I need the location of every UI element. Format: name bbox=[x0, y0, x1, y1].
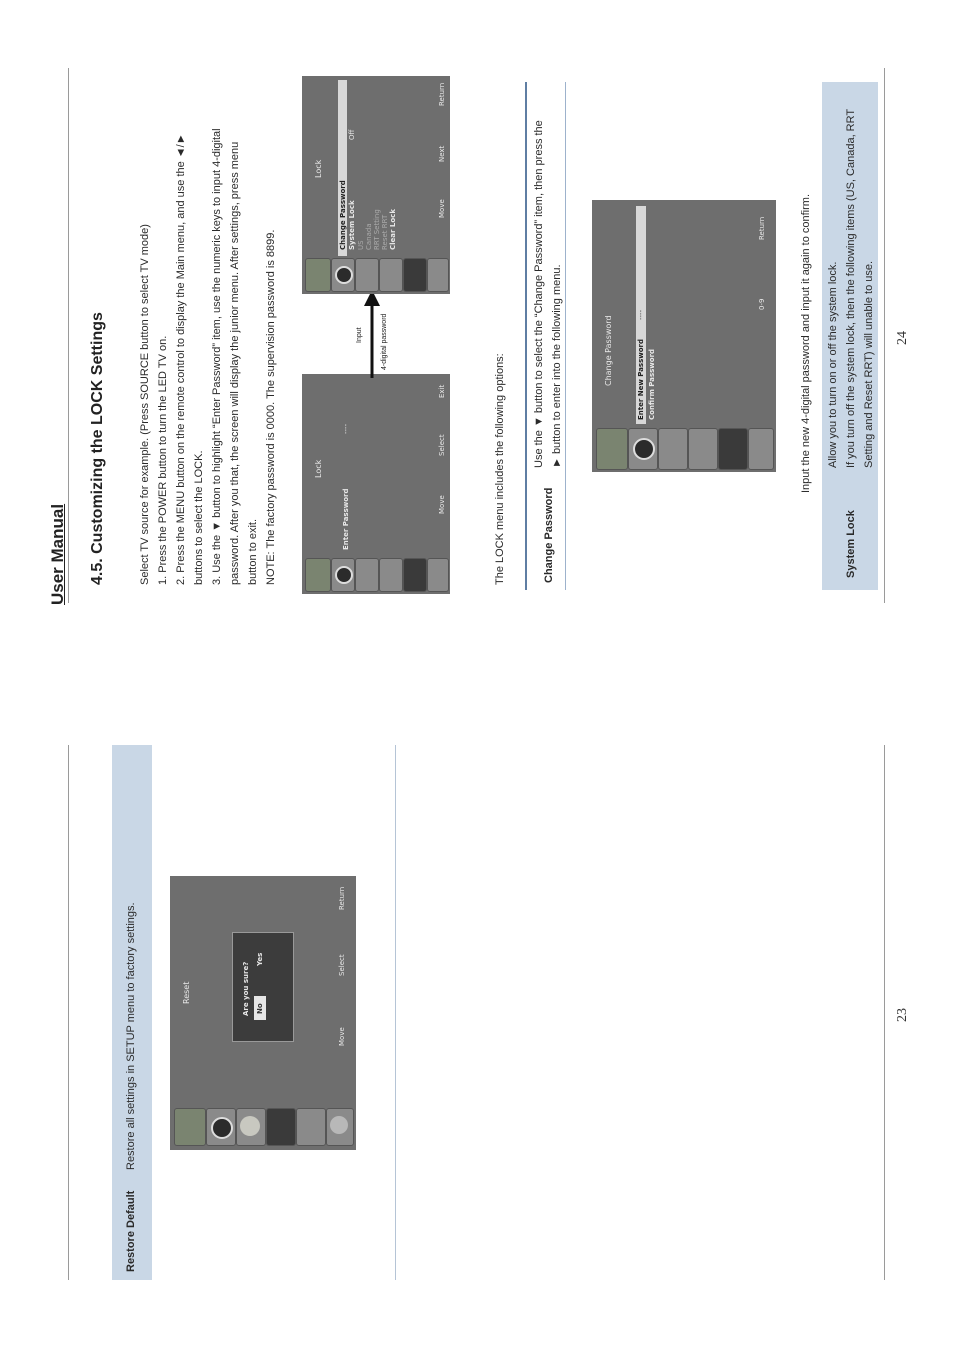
change-password-screen bbox=[592, 200, 776, 472]
lock-icon bbox=[403, 258, 427, 292]
globe-icon bbox=[427, 558, 449, 592]
lock-screen-menu bbox=[302, 76, 450, 294]
change-password-item[interactable]: Change Password bbox=[339, 180, 347, 250]
reset-rrt-item[interactable]: Reset RRT bbox=[381, 214, 389, 250]
speaker-circle-icon bbox=[335, 566, 353, 584]
hint-move: Move bbox=[438, 199, 446, 218]
hint-exit: Exit bbox=[438, 384, 446, 398]
clock-icon bbox=[355, 258, 379, 292]
globe-icon bbox=[748, 428, 774, 470]
tv-icon bbox=[305, 558, 331, 592]
speaker-circle-icon bbox=[335, 266, 353, 284]
restore-default-description: Restore all settings in SETUP menu to factory settings. bbox=[125, 902, 137, 1170]
arrow-up-icon bbox=[362, 290, 382, 380]
left-page-top-rule bbox=[68, 745, 69, 1280]
canada-item[interactable]: Canada bbox=[365, 223, 373, 250]
arrow-caption-password: 4-digital password bbox=[381, 313, 388, 370]
system-lock-value: Off bbox=[348, 129, 356, 140]
step-3: 3. Use the ▼ button to highlight “Enter Password” item, use the numeric keys to input 4-digital bbox=[211, 128, 223, 585]
step-3-cont: password. After you that, the screen will display the junior menu. After settings, press menu bbox=[229, 141, 241, 585]
page-number-24: 24 bbox=[895, 331, 910, 345]
rrt-setting-item[interactable]: RRT Setting bbox=[373, 209, 381, 250]
intro-text: Select TV source for example. (Press SOURCE button to select TV mode) bbox=[139, 224, 151, 585]
right-page-top-rule bbox=[68, 68, 69, 603]
lock-icon bbox=[403, 558, 427, 592]
tools-icon bbox=[379, 258, 403, 292]
right-page-bottom-rule bbox=[884, 68, 885, 603]
clear-lock-item[interactable]: Clear Lock bbox=[389, 209, 397, 250]
us-item[interactable]: US bbox=[357, 240, 365, 250]
page-header-title: User Manual bbox=[48, 503, 67, 605]
reset-screen-title: Reset bbox=[182, 981, 191, 1004]
hint-select: Select bbox=[438, 434, 446, 456]
lock-screen-enter-password bbox=[302, 374, 450, 594]
speaker-circle-icon bbox=[633, 438, 655, 460]
tv-icon bbox=[174, 1108, 206, 1146]
arrow-caption-input: Input bbox=[356, 327, 363, 343]
hint-digits: 0-9 bbox=[758, 298, 766, 310]
tools-icon bbox=[379, 558, 403, 592]
system-lock-line1: Allow you to turn on or off the system lock. bbox=[827, 261, 839, 468]
change-password-line1: Use the ▼ button to select the “Change Password” item, then press the bbox=[533, 120, 545, 468]
system-lock-item[interactable]: System Lock bbox=[348, 200, 356, 250]
enter-password-item[interactable]: Enter Password bbox=[342, 488, 350, 550]
tools-icon bbox=[266, 1108, 296, 1146]
step-2-cont: buttons to select the LOCK. bbox=[193, 450, 205, 585]
system-lock-label: System Lock bbox=[845, 510, 857, 578]
globe-icon bbox=[427, 258, 449, 292]
password-value: ---- bbox=[637, 309, 645, 320]
globe-circle-icon bbox=[330, 1116, 348, 1134]
restore-default-label: Restore Default bbox=[125, 1190, 137, 1272]
enter-new-password-item[interactable]: Enter New Password bbox=[637, 339, 645, 420]
reset-screen bbox=[170, 876, 356, 1150]
change-password-rule-top bbox=[525, 82, 527, 590]
confirm-prompt: Are you sure? bbox=[242, 961, 250, 1016]
change-password-line2: ► button to enter into the following menu. bbox=[551, 264, 563, 468]
clock-circle-icon bbox=[240, 1116, 260, 1136]
change-password-title: Change Password bbox=[604, 315, 613, 386]
lock-icon bbox=[718, 428, 748, 470]
tv-icon bbox=[305, 258, 331, 292]
section-title: 4.5. Customizing the LOCK Settings bbox=[89, 312, 106, 585]
lock-icon bbox=[296, 1108, 326, 1146]
clock-icon bbox=[658, 428, 688, 470]
step-3-cont2: button to exit. bbox=[247, 518, 259, 585]
clock-icon bbox=[355, 558, 379, 592]
tv-icon bbox=[596, 428, 628, 470]
system-lock-line3: Setting and Reset RRT) will unable to use. bbox=[863, 260, 875, 468]
yes-button[interactable]: Yes bbox=[256, 952, 264, 966]
left-page-divider bbox=[395, 745, 396, 1280]
step-2: 2. Press the MENU button on the remote control to display the Main menu, and use the ◄/► bbox=[175, 133, 187, 585]
hint-next: Next bbox=[438, 145, 446, 162]
confirm-text: Input the new 4-digital password and input it again to confirm. bbox=[800, 193, 812, 493]
page-number-23: 23 bbox=[895, 1008, 910, 1022]
no-button[interactable]: No bbox=[256, 1003, 264, 1014]
change-password-label: Change Password bbox=[543, 487, 555, 583]
left-page-bottom-rule bbox=[884, 745, 885, 1280]
system-lock-line2: If you turn off the system lock, then the following items (US, Canada, RRT bbox=[845, 108, 857, 468]
lock-title: Lock bbox=[314, 459, 323, 478]
hint-select: Select bbox=[338, 954, 346, 976]
hint-move: Move bbox=[338, 1027, 346, 1046]
confirm-password-item[interactable]: Confirm Password bbox=[648, 348, 656, 420]
enter-password-value: ---- bbox=[342, 423, 350, 434]
tools-icon bbox=[688, 428, 718, 470]
lock-title: Lock bbox=[314, 159, 323, 178]
options-intro: The LOCK menu includes the following options: bbox=[494, 353, 506, 585]
hint-move: Move bbox=[438, 495, 446, 514]
step-note: NOTE: The factory password is 0000. The supervision password is 8899. bbox=[265, 229, 277, 585]
speaker-circle-icon bbox=[211, 1117, 233, 1139]
hint-return: Return bbox=[758, 216, 766, 240]
hint-return: Return bbox=[438, 82, 446, 106]
hint-return: Return bbox=[338, 886, 346, 910]
step-1: 1. Press the POWER button to turn the LED TV on. bbox=[157, 335, 169, 585]
